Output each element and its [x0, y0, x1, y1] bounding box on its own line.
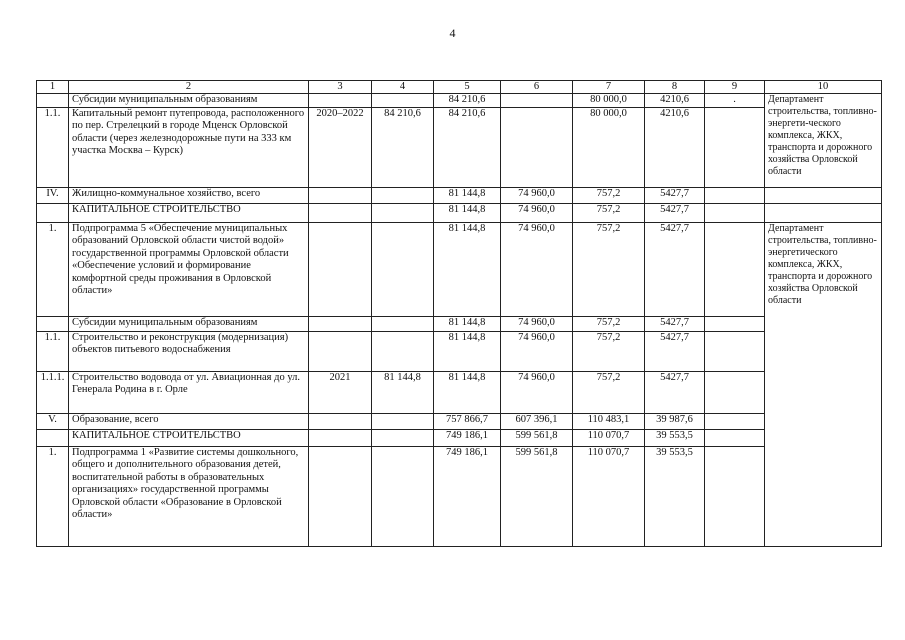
value-cell: [372, 413, 434, 429]
table-row: [37, 187, 882, 203]
header-cell: 3: [309, 81, 372, 94]
header-cell: 8: [645, 81, 705, 94]
row-name-cell: Строительство и реконструкция (модернизация) объектов питьевого водоснабжения: [69, 331, 309, 371]
value-cell: [309, 413, 372, 429]
value-cell: 84 210,6: [372, 107, 434, 187]
table-row: [37, 222, 882, 316]
budget-table: [36, 80, 882, 547]
value-cell: 607 396,1: [501, 413, 573, 429]
value-cell: 749 186,1: [434, 429, 501, 446]
value-cell: 80 000,0: [573, 107, 645, 187]
table-row: [37, 331, 882, 371]
value-cell: [705, 429, 765, 446]
header-cell: 10: [765, 81, 882, 94]
header-cell: 6: [501, 81, 573, 94]
row-number-cell: [37, 203, 69, 222]
value-cell: .: [705, 94, 765, 108]
value-cell: [309, 187, 372, 203]
table-row: [37, 316, 882, 331]
value-cell: 81 144,8: [434, 203, 501, 222]
header-row: [37, 81, 882, 94]
table-row: [37, 203, 882, 222]
value-cell: 74 960,0: [501, 187, 573, 203]
value-cell: [501, 107, 573, 187]
value-cell: 757,2: [573, 371, 645, 413]
value-cell: [309, 222, 372, 316]
value-cell: 599 561,8: [501, 429, 573, 446]
value-cell: [309, 429, 372, 446]
value-cell: 110 070,7: [573, 429, 645, 446]
row-number-cell: V.: [37, 413, 69, 429]
value-cell: 81 144,8: [434, 187, 501, 203]
value-cell: 81 144,8: [372, 371, 434, 413]
value-cell: 74 960,0: [501, 222, 573, 316]
row-name-cell: Жилищно-коммунальное хозяйство, всего: [69, 187, 309, 203]
table-row: [37, 446, 882, 546]
value-cell: 39 987,6: [645, 413, 705, 429]
value-cell: [705, 107, 765, 187]
value-cell: [309, 94, 372, 108]
row-number-cell: [37, 94, 69, 108]
value-cell: 5427,7: [645, 222, 705, 316]
row-number-cell: 1.1.: [37, 331, 69, 371]
header-cell: 1: [37, 81, 69, 94]
value-cell: 757,2: [573, 187, 645, 203]
value-cell: 39 553,5: [645, 429, 705, 446]
table-row: [37, 429, 882, 446]
value-cell: 5427,7: [645, 203, 705, 222]
value-cell: 81 144,8: [434, 371, 501, 413]
value-cell: [705, 203, 765, 222]
value-cell: 74 960,0: [501, 371, 573, 413]
value-cell: 110 483,1: [573, 413, 645, 429]
table-row: [37, 94, 882, 108]
value-cell: 39 553,5: [645, 446, 705, 546]
table-row: [37, 413, 882, 429]
table-row: [37, 107, 882, 187]
value-cell: 4210,6: [645, 107, 705, 187]
value-cell: 81 144,8: [434, 316, 501, 331]
value-cell: [372, 331, 434, 371]
value-cell: [309, 331, 372, 371]
value-cell: [372, 94, 434, 108]
value-cell: 757,2: [573, 316, 645, 331]
value-cell: [372, 446, 434, 546]
value-cell: 757,2: [573, 203, 645, 222]
department-cell: Департамент строительства, топливно-энергети-ческого комплекса, ЖКХ, транспорта и дорожного хозяйства Орловской области: [765, 94, 882, 188]
row-name-cell: Субсидии муниципальным образованиям: [69, 316, 309, 331]
value-cell: [765, 203, 882, 222]
value-cell: 81 144,8: [434, 222, 501, 316]
value-cell: 5427,7: [645, 371, 705, 413]
row-number-cell: 1.: [37, 446, 69, 546]
value-cell: [372, 187, 434, 203]
value-cell: [372, 316, 434, 331]
value-cell: 757,2: [573, 331, 645, 371]
row-name-cell: Капитальный ремонт путепровода, расположенного по пер. Стрелецкий в городе Мценск Орловской области (через железнодорожные пути на 333 км участка Москва – Курск): [69, 107, 309, 187]
value-cell: [765, 187, 882, 203]
value-cell: 74 960,0: [501, 331, 573, 371]
header-cell: 7: [573, 81, 645, 94]
value-cell: [705, 187, 765, 203]
row-name-cell: Образование, всего: [69, 413, 309, 429]
value-cell: 84 210,6: [434, 107, 501, 187]
value-cell: 5427,7: [645, 187, 705, 203]
value-cell: 5427,7: [645, 331, 705, 371]
row-number-cell: [37, 429, 69, 446]
value-cell: [309, 203, 372, 222]
value-cell: 757,2: [573, 222, 645, 316]
value-cell: [705, 222, 765, 316]
value-cell: [372, 203, 434, 222]
value-cell: 599 561,8: [501, 446, 573, 546]
row-name-cell: КАПИТАЛЬНОЕ СТРОИТЕЛЬСТВО: [69, 203, 309, 222]
row-name-cell: Строительство водовода от ул. Авиационная до ул. Генерала Родина в г. Орле: [69, 371, 309, 413]
row-name-cell: Подпрограмма 5 «Обеспечение муниципальных образований Орловской области чистой водой» государственной программы Орловской области «Обеспечение условий и формирование комфортной среды проживания в Орловской области»: [69, 222, 309, 316]
row-number-cell: [37, 316, 69, 331]
value-cell: 74 960,0: [501, 203, 573, 222]
value-cell: [372, 222, 434, 316]
value-cell: 749 186,1: [434, 446, 501, 546]
value-cell: 74 960,0: [501, 316, 573, 331]
value-cell: [501, 94, 573, 108]
value-cell: 110 070,7: [573, 446, 645, 546]
value-cell: [705, 413, 765, 429]
value-cell: 4210,6: [645, 94, 705, 108]
value-cell: 5427,7: [645, 316, 705, 331]
value-cell: [309, 446, 372, 546]
header-cell: 4: [372, 81, 434, 94]
row-name-cell: Подпрограмма 1 «Развитие системы дошкольного, общего и дополнительного образования детей, воспитательной работы в образовательных организациях» государственной программы Орловской области «Образование в Орловской области»: [69, 446, 309, 546]
value-cell: 757 866,7: [434, 413, 501, 429]
page-number: 4: [449, 26, 456, 40]
value-cell: [705, 331, 765, 371]
value-cell: 84 210,6: [434, 94, 501, 108]
value-cell: [705, 316, 765, 331]
value-cell: [372, 429, 434, 446]
header-cell: 5: [434, 81, 501, 94]
value-cell: [705, 446, 765, 546]
row-number-cell: 1.1.1.: [37, 371, 69, 413]
row-number-cell: 1.1.: [37, 107, 69, 187]
row-number-cell: IV.: [37, 187, 69, 203]
value-cell: 80 000,0: [573, 94, 645, 108]
header-cell: 9: [705, 81, 765, 94]
value-cell: 2021: [309, 371, 372, 413]
table-row: [37, 371, 882, 413]
header-cell: 2: [69, 81, 309, 94]
row-name-cell: Субсидии муниципальным образованиям: [69, 94, 309, 108]
row-number-cell: 1.: [37, 222, 69, 316]
department-cell: Департамент строительства, топливно-энергетического комплекса, ЖКХ, транспорта и дорожного хозяйства Орловской области: [765, 222, 882, 546]
value-cell: [705, 371, 765, 413]
value-cell: [309, 316, 372, 331]
row-name-cell: КАПИТАЛЬНОЕ СТРОИТЕЛЬСТВО: [69, 429, 309, 446]
value-cell: 2020–2022: [309, 107, 372, 187]
value-cell: 81 144,8: [434, 331, 501, 371]
